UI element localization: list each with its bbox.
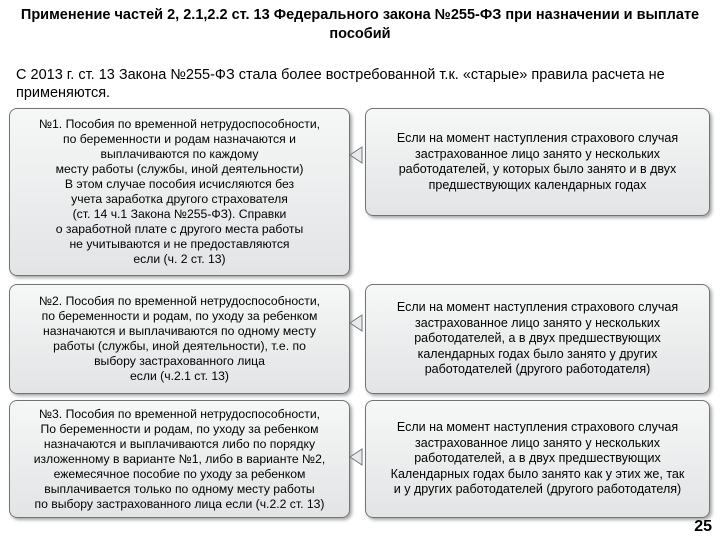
- condition-2-box: [365, 284, 710, 394]
- variant-1-text: №1. Пособия по временной нетрудоспособности, по беременности и родам назначаются и выплачиваются по каждому месту работы (службы, иной деятельности) В этом случае пособия исчисляются без учета заработка другого страхователя (ст. 14 ч.1 Закона №255-ФЗ). Справки о заработной плате с другого места работы не учитываются и не предоставляются если (ч. 2 ст. 13): [38, 117, 321, 266]
- variant-3-box: [9, 400, 350, 518]
- condition-1-text: Если на момент наступления страхового случая застрахованное лицо занято у нескольких работодателей, у которых было занято и в двух предшествующих календарных годах: [396, 131, 679, 192]
- condition-3-text: Если на момент наступления страхового случая застрахованное лицо занято у нескольких работодателей, а в двух предшествующих Календарных годах было занято как у этих же, так и у других работодателей (другого работодателя): [390, 420, 685, 497]
- intro-text: С 2013 г. ст. 13 Закона №255-ФЗ стала более востребованной т.к. «старые» правила расчета не применяются.: [16, 67, 665, 101]
- arrow-left-icon: [349, 448, 363, 466]
- variant-2-box: [9, 284, 350, 394]
- variant-3-text: №3. Пособия по временной нетрудоспособности, По беременности и родам, по уходу за ребенком назначаются и выплачиваются либо по порядку изложенному в варианте №1, либо в варианте №2, ежемесячное пособие по уходу за ребенком выплачивается только по одному месту работы по выбору застрахованного лица если (ч.2.2 ст. 13): [33, 406, 326, 511]
- arrow-left-icon: [349, 314, 363, 332]
- variant-2-text: №2. Пособия по временной нетрудоспособности, по беременности и родам, по уходу за ребенком назначаются и выплачиваются по одному месту работы (службы, иной деятельности), т.е. по выбору застрахованного лица если (ч.2.1 ст. 13): [38, 294, 321, 383]
- slide-title: Применение частей 2, 2.1,2.2 ст. 13 Федерального закона №255-ФЗ при назначении и выплате пособий: [20, 7, 700, 42]
- condition-3-box: [365, 400, 710, 518]
- page-number: 25: [694, 518, 712, 535]
- condition-1-box: [365, 108, 710, 216]
- condition-2-text: Если на момент наступления страхового случая застрахованное лицо занято у нескольких работодателей, а в двух предшествующих календарных годах было занято у других работодателей (другого работодателя): [396, 300, 679, 377]
- variant-1-box: [9, 108, 350, 276]
- arrow-left-icon: [349, 146, 363, 164]
